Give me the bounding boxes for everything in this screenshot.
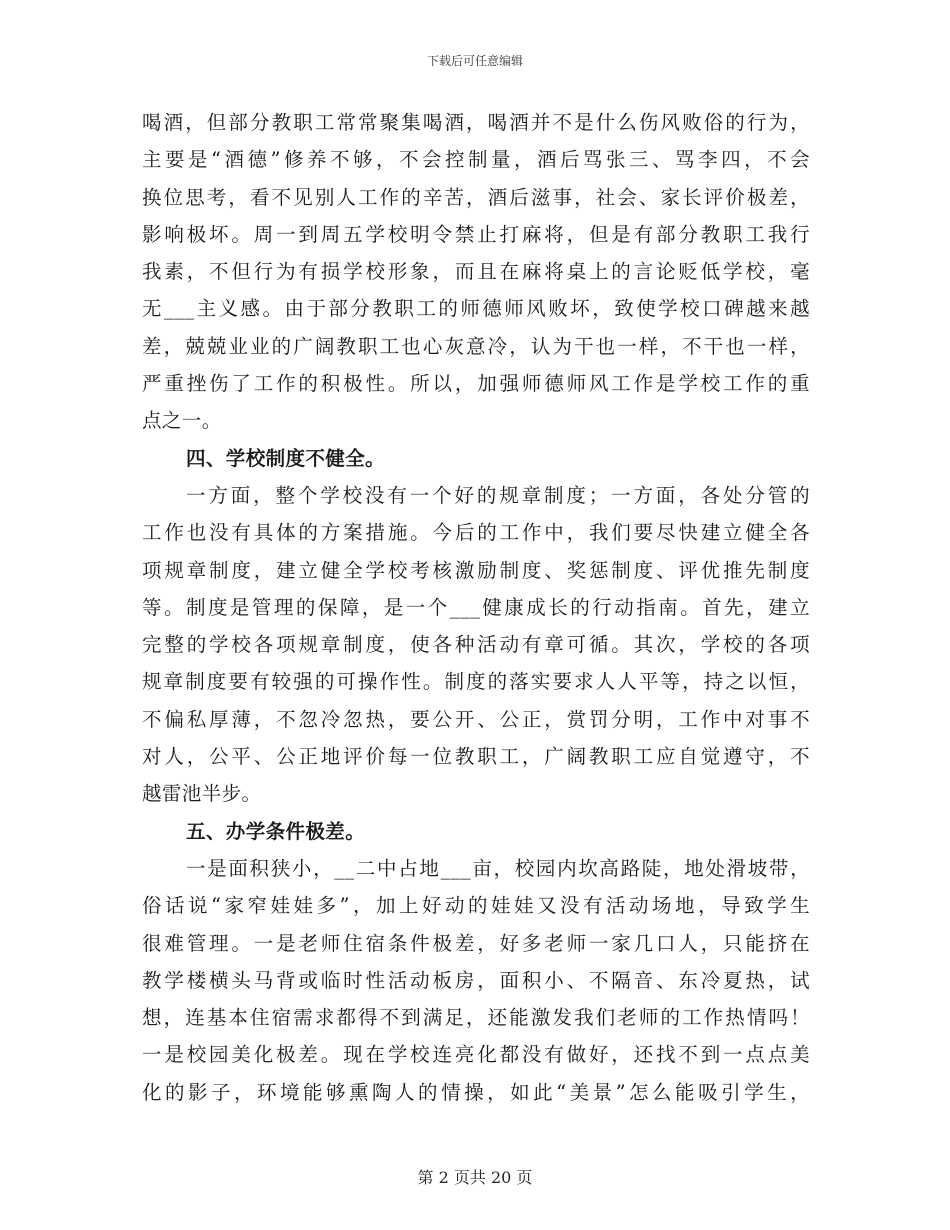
body-text-line: 换位思考，看不见别人工作的辛苦，酒后滋事，社会、家长评价极差， xyxy=(142,185,810,209)
body-text-line: 影响极坏。周一到周五学校明令禁止打麻将，但是有部分教职工我行 xyxy=(142,222,810,246)
body-text-line: 主要是“酒德”修养不够，不会控制量，酒后骂张三、骂李四，不会 xyxy=(142,148,810,172)
body-text-line: 化的影子，环境能够熏陶人的情操，如此“美景”怎么能吸引学生， xyxy=(142,1080,810,1104)
section-heading: 五、办学条件极差。 xyxy=(186,819,366,843)
body-text-line: 工作也没有具体的方案措施。今后的工作中，我们要尽快建立健全各 xyxy=(142,521,810,545)
body-text-line: 对人，公平、公正地评价每一位教职工，广阔教职工应自觉遵守，不 xyxy=(142,745,810,769)
body-text-line: 严重挫伤了工作的积极性。所以，加强师德师风工作是学校工作的重 xyxy=(142,372,810,396)
page-header: 下载后可任意编辑 xyxy=(426,54,523,68)
body-text-line: 一是校园美化极差。现在学校连亮化都没有做好，还找不到一点点美 xyxy=(142,1043,810,1067)
body-text-line: 规章制度要有较强的可操作性。制度的落实要求人人平等，持之以恒， xyxy=(142,670,810,694)
body-text-line: 一方面，整个学校没有一个好的规章制度；一方面，各处分管的 xyxy=(186,483,810,507)
body-text-line: 喝酒，但部分教职工常常聚集喝酒，喝酒并不是什么伤风败俗的行为， xyxy=(142,111,810,134)
section-heading: 四、学校制度不健全。 xyxy=(186,446,386,470)
body-text-line: 点之一。 xyxy=(142,409,222,433)
document-body xyxy=(142,104,810,1111)
page-footer: 第 2 页共 20 页 xyxy=(417,1168,533,1187)
body-text-line: 我素，不但行为有损学校形象，而且在麻将桌上的言论贬低学校，毫 xyxy=(142,260,810,284)
body-text-line: 不偏私厚薄，不忽冷忽热，要公开、公正，赏罚分明，工作中对事不 xyxy=(142,707,810,731)
body-text-line: 俗话说“家窄娃娃多”，加上好动的娃娃又没有活动场地，导致学生 xyxy=(142,894,810,918)
body-text-line: 想，连基本住宿需求都得不到满足，还能激发我们老师的工作热情吗！ xyxy=(142,1006,810,1030)
body-text-line: 很难管理。一是老师住宿条件极差，好多老师一家几口人，只能挤在 xyxy=(142,931,810,955)
body-text-line: 差，兢兢业业的广阔教职工也心灰意冷，认为干也一样，不干也一样， xyxy=(142,334,810,358)
body-text-line: 越雷池半步。 xyxy=(142,782,262,806)
body-text-line: 一是面积狭小，__二中占地___亩，校园内坎高路陡，地处滑坡带， xyxy=(186,856,810,880)
body-text-line: 完整的学校各项规章制度，使各种活动有章可循。其次，学校的各项 xyxy=(142,633,810,657)
body-text-line: 无___主义感。由于部分教职工的师德师风败坏，致使学校口碑越来越 xyxy=(142,297,810,321)
body-text-line: 项规章制度，建立健全学校考核激励制度、奖惩制度、评优推先制度 xyxy=(142,558,810,582)
body-text-line: 等。制度是管理的保障，是一个___健康成长的行动指南。首先，建立 xyxy=(142,595,810,619)
body-text-line: 教学楼横头马背或临时性活动板房，面积小、不隔音、东冷夏热，试 xyxy=(142,968,810,992)
